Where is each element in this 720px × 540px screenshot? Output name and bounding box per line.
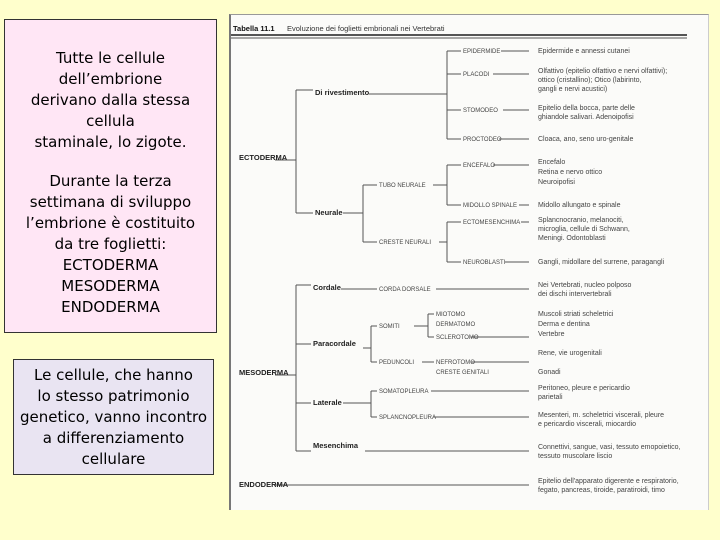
germ-layer-table-scan	[229, 14, 709, 510]
derivative-text: Gangli, midollare del surrene, paragangli	[538, 259, 665, 266]
derivative-text: Nei Vertebrati, nucleo polposo	[538, 282, 632, 289]
derivative-text: ghiandole salivari. Adenoipofisi	[538, 114, 634, 121]
category-label: Laterale	[313, 398, 342, 407]
differentiation-text-box	[13, 359, 214, 475]
layer-ectoderma: ECTODERMA	[62, 256, 159, 274]
substructure-label: ECTOMESENCHIMA	[463, 220, 521, 226]
substructure-label: STOMODEO	[463, 108, 498, 114]
derivative-text: Epidermide e annessi cutanei	[538, 48, 630, 55]
layer-mesoderma: MESODERMA	[61, 277, 160, 295]
table-title: Evoluzione dei foglietti embrionali nei Vertebrati	[287, 24, 445, 33]
derivative-text: Muscoli striati scheletrici	[538, 311, 614, 318]
substructure-label: NEFROTOMO	[436, 360, 475, 366]
derivative-text: Meningi. Odontoblasti	[538, 235, 606, 242]
diff-line: genetico, vanno incontro	[19, 408, 208, 426]
intro-text-box	[4, 19, 217, 333]
diff-line: Le cellule, che hanno	[34, 366, 193, 384]
substructure-label: ENCEFALO	[463, 163, 496, 169]
diff-line: a differenziamento	[42, 429, 185, 447]
derivative-text: Epitelio della bocca, parte delle	[538, 105, 635, 112]
derivative-text: Splancnocranio, melanociti,	[538, 217, 624, 224]
structure-label: CRESTE NEURALI	[379, 240, 432, 246]
intro-line: dell’embrione	[58, 70, 163, 88]
substructure-label: NEUROBLASTI	[463, 260, 506, 266]
detail-line: settimana di sviluppo	[29, 193, 192, 211]
derivative-text: tessuto muscolare liscio	[538, 453, 613, 460]
derivative-text: Vertebre	[538, 331, 565, 338]
structure-label: CORDA DORSALE	[379, 287, 431, 293]
derivative-text: microglia, cellule di Schwann,	[538, 226, 630, 233]
derivative-text: Olfattivo (epitelio olfattivo e nervi olfattivi);	[538, 68, 668, 75]
intro-line: derivano dalla stessa cellula	[30, 91, 191, 130]
derivative-text: gangli e nervi acustici)	[538, 86, 608, 93]
layer-label: ECTODERMA	[239, 153, 288, 162]
intro-line: Tutte le cellule	[55, 49, 166, 67]
table-label: Tabella 11.1	[233, 24, 275, 33]
substructure-label: PROCTODEO	[463, 137, 502, 143]
structure-label: PEDUNCOLI	[379, 360, 415, 366]
table-diagram	[231, 15, 708, 510]
derivative-text: fegato, pancreas, tiroide, paratiroidi, timo	[538, 487, 665, 494]
intro-line: staminale, lo zigote.	[34, 133, 187, 151]
substructure-label: EPIDERMIDE	[463, 49, 501, 55]
structure-label: SOMITI	[379, 324, 400, 330]
derivative-text: e pericardio viscerali, miocardio	[538, 421, 637, 428]
structure-label: SPLANCNOPLEURA	[379, 415, 437, 421]
derivative-text: ottico (cristallino); Otico (labirinto,	[538, 77, 642, 84]
detail-line: Durante la terza	[49, 172, 172, 190]
derivative-text: dei dischi intervertebrali	[538, 291, 612, 298]
derivative-text: Rene, vie urogenitali	[538, 350, 602, 357]
layer-label: MESODERMA	[239, 368, 289, 377]
derivative-text: parietali	[538, 394, 563, 401]
category-label: Paracordale	[313, 339, 356, 348]
substructure-label: PLACODI	[463, 72, 490, 78]
substructure-label: MIOTOMO	[436, 312, 466, 318]
substructure-label: DERMATOMO	[436, 322, 476, 328]
derivative-text: Epitelio dell'apparato digerente e respiratorio,	[538, 478, 679, 485]
category-label: Neurale	[315, 208, 343, 217]
layer-label: ENDODERMA	[239, 480, 289, 489]
layer-endoderma: ENDODERMA	[61, 298, 160, 316]
category-label: Cordale	[313, 283, 341, 292]
derivative-text: Neuroipofisi	[538, 179, 575, 186]
detail-line: l’embrione è costituito	[25, 214, 196, 232]
diff-line: lo stesso patrimonio	[37, 387, 190, 405]
derivative-text: Retina e nervo ottico	[538, 169, 603, 176]
substructure-label: MIDOLLO SPINALE	[463, 203, 518, 209]
category-label: Mesenchima	[313, 441, 359, 450]
derivative-text: Encefalo	[538, 159, 566, 166]
substructure-label: SCLEROTOMO	[436, 335, 479, 341]
derivative-text: Midollo allungato e spinale	[538, 202, 621, 209]
derivative-text: Derma e dentina	[538, 321, 590, 328]
derivative-text: Cloaca, ano, seno uro-genitale	[538, 136, 634, 143]
detail-line: da tre foglietti:	[54, 235, 167, 253]
diff-line: cellulare	[81, 450, 146, 468]
substructure-label: CRESTE GENITALI	[436, 370, 489, 376]
derivative-text: Connettivi, sangue, vasi, tessuto emopoietico,	[538, 444, 681, 451]
derivative-text: Mesenteri, m. scheletrici viscerali, pleure	[538, 412, 665, 419]
derivative-text: Peritoneo, pleure e pericardio	[538, 385, 630, 392]
category-label: Di rivestimento	[315, 88, 370, 97]
structure-label: SOMATOPLEURA	[379, 389, 429, 395]
structure-label: TUBO NEURALE	[379, 183, 426, 189]
derivative-text: Gonadi	[538, 369, 561, 376]
